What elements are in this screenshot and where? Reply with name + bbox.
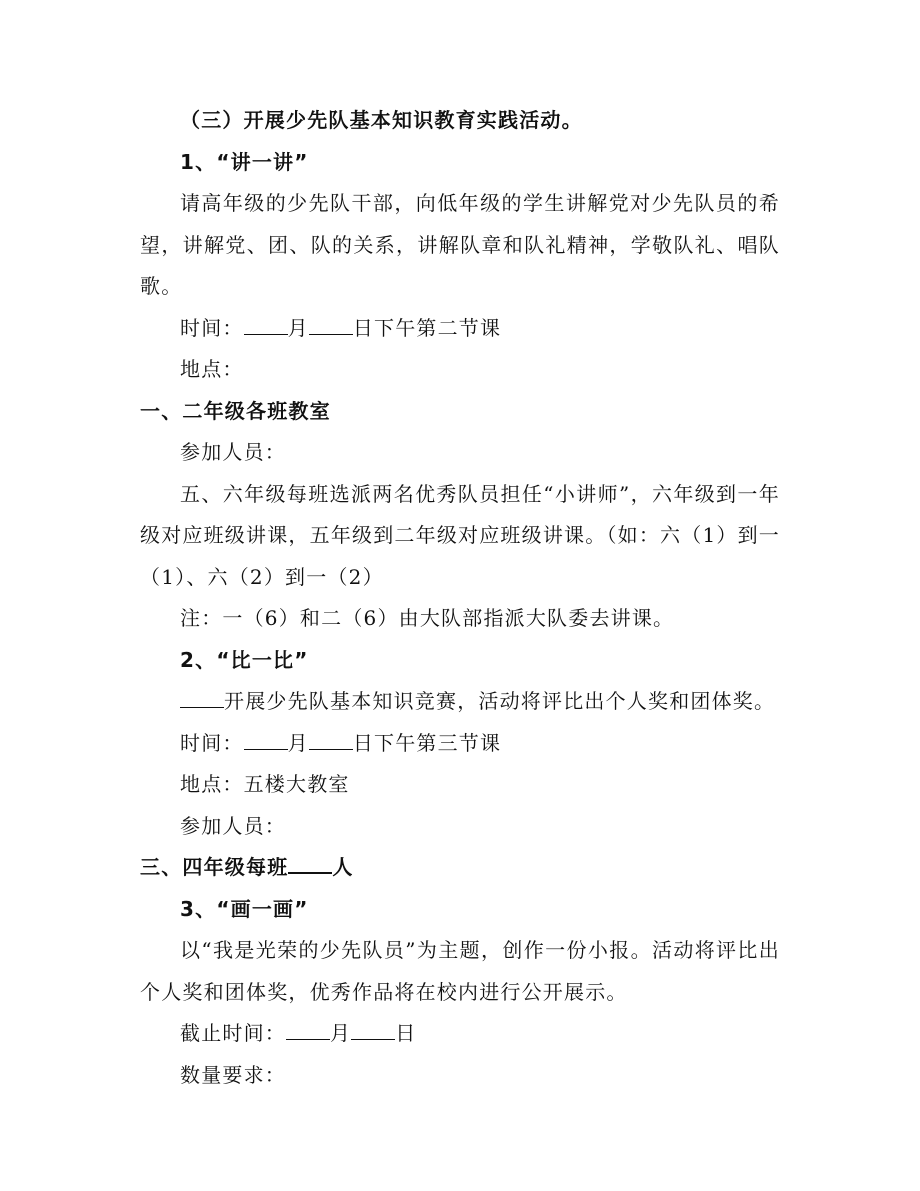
- item3-month: 月: [330, 1021, 352, 1045]
- item2-participants-prefix: 三、四年级每班: [140, 855, 289, 879]
- item2-desc-suffix: 开展少先队基本知识竞赛，活动将评比出个人奖和团体奖。: [224, 689, 776, 713]
- item2-time-label: 时间：: [180, 730, 244, 755]
- item2-month: 月: [287, 730, 309, 755]
- blank-month: [286, 1021, 330, 1040]
- item3-description: 以“我是光荣的少先队员”为主题，创作一份小报。活动将评比出个人奖和团体奖，优秀作品将在校内进行公开展示。: [140, 938, 780, 1004]
- item3-title: 3、“画一画”: [180, 896, 309, 921]
- item3-quantity-label: 数量要求：: [180, 1062, 286, 1087]
- item1-participants-label: 参加人员：: [180, 440, 286, 464]
- blank-organizer: [180, 689, 224, 708]
- item2-time: [140, 723, 780, 765]
- blank-day: [309, 316, 353, 335]
- item3-deadline: [140, 1013, 780, 1055]
- blank-count: [288, 854, 332, 874]
- item1-time: [140, 308, 780, 350]
- item2-place: 地点：五楼大教室: [180, 772, 350, 796]
- item2-participants-suffix: 人: [332, 855, 354, 879]
- item2-participants-label: 参加人员：: [180, 813, 286, 838]
- item3-day: 日: [395, 1021, 417, 1045]
- item1-place-label: 地点：: [180, 357, 244, 381]
- blank-day: [351, 1021, 395, 1040]
- item1-time-suffix: 日下午第二节课: [352, 315, 502, 340]
- item2-description: [140, 681, 780, 723]
- item1-note: 注：一（6）和二（6）由大队部指派大队委去讲课。: [180, 606, 675, 630]
- item2-title: 2、“比一比”: [180, 647, 309, 672]
- item2-participants-heading: [140, 847, 780, 889]
- blank-month: [244, 316, 288, 335]
- item1-place-heading: 一、二年级各班教室: [140, 398, 331, 423]
- item1-description: 请高年级的少先队干部，向低年级的学生讲解党对少先队员的希望，讲解党、团、队的关系，讲解队章和队礼精神，学敬队礼、唱队歌。: [140, 191, 780, 298]
- item1-participants-desc: 五、六年级每班选派两名优秀队员担任“小讲师”，六年级到一年级对应班级讲课，五年级到二年级对应班级讲课。（如：六（1）到一（1）、六（2）到一（2）: [140, 481, 780, 589]
- item1-title: 1、“讲一讲”: [180, 149, 309, 174]
- item1-month: 月: [287, 315, 309, 340]
- item3-deadline-label: 截止时间：: [180, 1021, 286, 1045]
- blank-month: [244, 731, 288, 750]
- section-heading: （三）开展少先队基本知识教育实践活动。: [180, 108, 583, 132]
- item2-time-suffix: 日下午第三节课: [352, 730, 502, 755]
- blank-day: [309, 731, 353, 750]
- item1-time-label: 时间：: [180, 315, 244, 340]
